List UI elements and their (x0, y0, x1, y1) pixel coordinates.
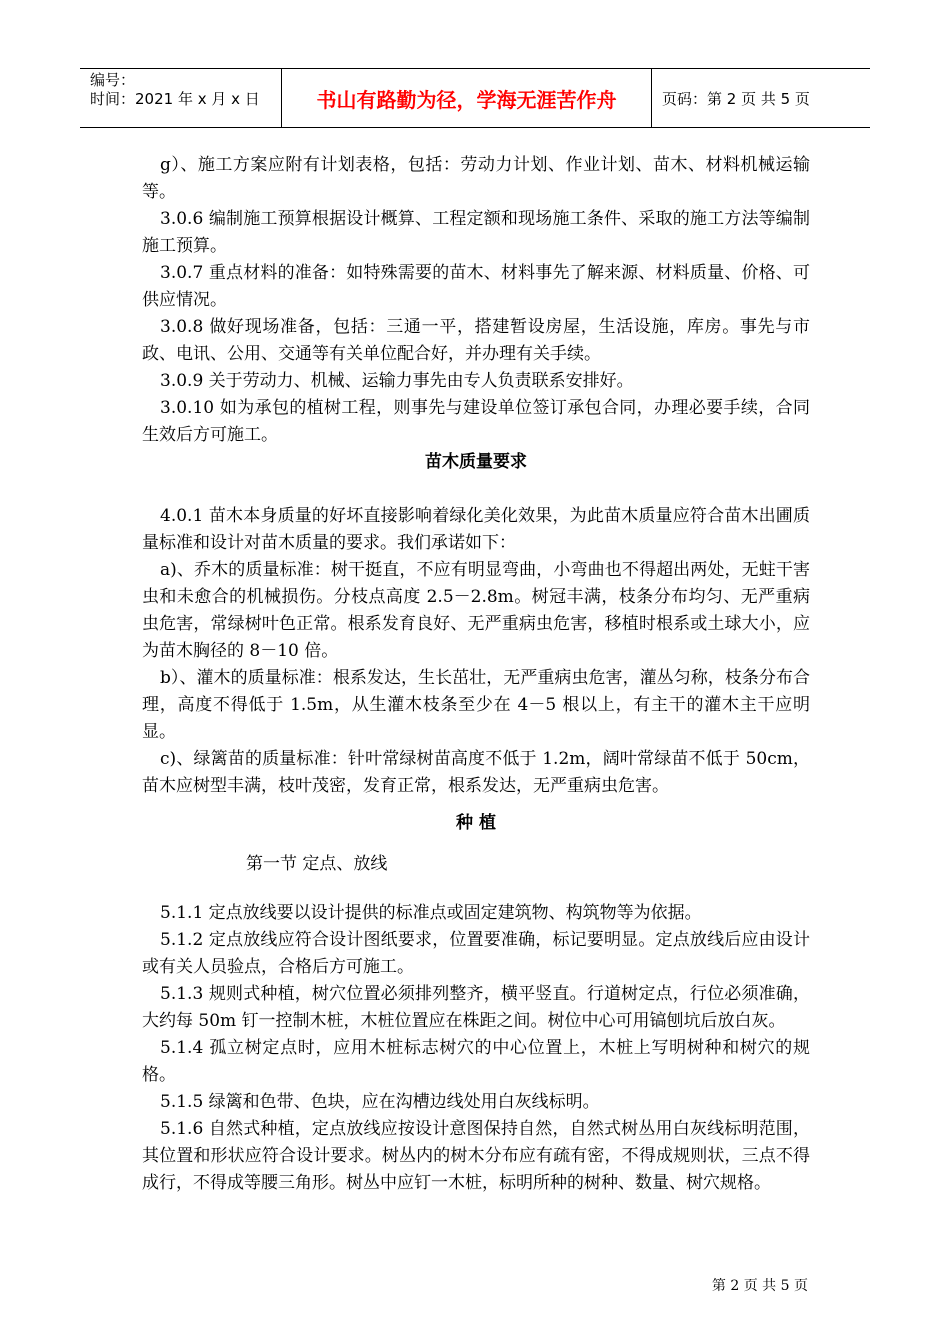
paragraph: 3.0.6 编制施工预算根据设计概算、工程定额和现场施工条件、采取的施工方法等编制施工预算。 (142, 209, 810, 256)
page-footer: 第 2 页 共 5 页 (711, 1278, 808, 1294)
section-heading-quality: 苗木质量要求 (425, 452, 527, 472)
paragraph: b）、灌木的质量标准：根系发达，生长茁壮，无严重病虫危害，灌丛匀称，枝条分布合理，高度不得低于 1.5m，从生灌木枝条至少在 4－5 根以上，有主干的灌木主干应明显。 (142, 668, 810, 742)
paragraph: 5.1.1 定点放线要以设计提供的标准点或固定建筑物、构筑物等为依据。 (160, 903, 702, 923)
document-body (142, 152, 810, 1197)
paragraph: g）、施工方案应附有计划表格，包括：劳动力计划、作业计划、苗木、材料机械运输等。 (142, 155, 810, 202)
paragraph: a)、乔木的质量标准：树干挺直，不应有明显弯曲，小弯曲也不得超出两处，无蛀干害虫和未愈合的机械损伤。分枝点高度 2.5－2.8m。树冠丰满，枝条分布均匀、无严重病虫危害，常绿树叶色正常。根系发育良好、无严重病虫危害，移植时根系或土球大小，应为苗木胸径的 8－10 倍。 (142, 560, 810, 661)
paragraph: c)、绿篱苗的质量标准：针叶常绿树苗高度不低于 1.2m，阔叶常绿苗不低于 50cm，苗木应树型丰满，枝叶茂密，发育正常，根系发达，无严重病虫危害。 (142, 749, 810, 796)
page-header (80, 68, 870, 128)
paragraph: 5.1.6 自然式种植，定点放线应按设计意图保持自然，自然式树丛用白灰线标明范围，其位置和形状应符合设计要求。树丛内的树木分布应有疏有密，不得成规则状，三点不得成行，不得成等腰三角形。树丛中应钉一木桩，标明所种的树种、数量、树穴规格。 (142, 1119, 810, 1193)
paragraph: 5.1.5 绿篱和色带、色块，应在沟槽边线处用白灰线标明。 (160, 1092, 600, 1112)
paragraph: 5.1.3 规则式种植，树穴位置必须排列整齐，横平竖直。行道树定点，行位必须准确，大约每 50m 钉一控制木桩，木桩位置应在株距之间。树位中心可用镐刨坑后放白灰。 (142, 984, 810, 1031)
subsection-title: 第一节 定点、放线 (246, 854, 388, 874)
paragraph: 5.1.2 定点放线应符合设计图纸要求，位置要准确，标记要明显。定点放线后应由设计或有关人员验点，合格后方可施工。 (142, 930, 810, 977)
number-label: 编号： (90, 71, 136, 89)
header-page-info: 页码：第 2 页 共 5 页 (662, 89, 810, 108)
header-meta (80, 69, 282, 127)
paragraph: 3.0.7 重点材料的准备：如特殊需要的苗木、材料事先了解来源、材料质量、价格、可供应情况。 (142, 263, 810, 310)
section-heading-planting: 种 植 (456, 813, 496, 833)
paragraph: 3.0.10 如为承包的植树工程，则事先与建设单位签订承包合同，办理必要手续，合同生效后方可施工。 (142, 398, 810, 445)
paragraph: 5.1.4 孤立树定点时，应用木桩标志树穴的中心位置上，木桩上写明树种和树穴的规格。 (142, 1038, 810, 1085)
paragraph: 3.0.8 做好现场准备，包括：三通一平，搭建暂设房屋，生活设施，库房。事先与市政、电讯、公用、交通等有关单位配合好，并办理有关手续。 (142, 317, 810, 364)
header-motto: 书山有路勤为径，学海无涯苦作舟 (282, 69, 652, 127)
paragraph: 3.0.9 关于劳动力、机械、运输力事先由专人负责联系安排好。 (160, 371, 634, 391)
paragraph: 4.0.1 苗木本身质量的好坏直接影响着绿化美化效果，为此苗木质量应符合苗木出圃质量标准和设计对苗木质量的要求。我们承诺如下： (142, 506, 810, 553)
time-label: 时间：2021 年 x 月 x 日 (90, 90, 260, 108)
